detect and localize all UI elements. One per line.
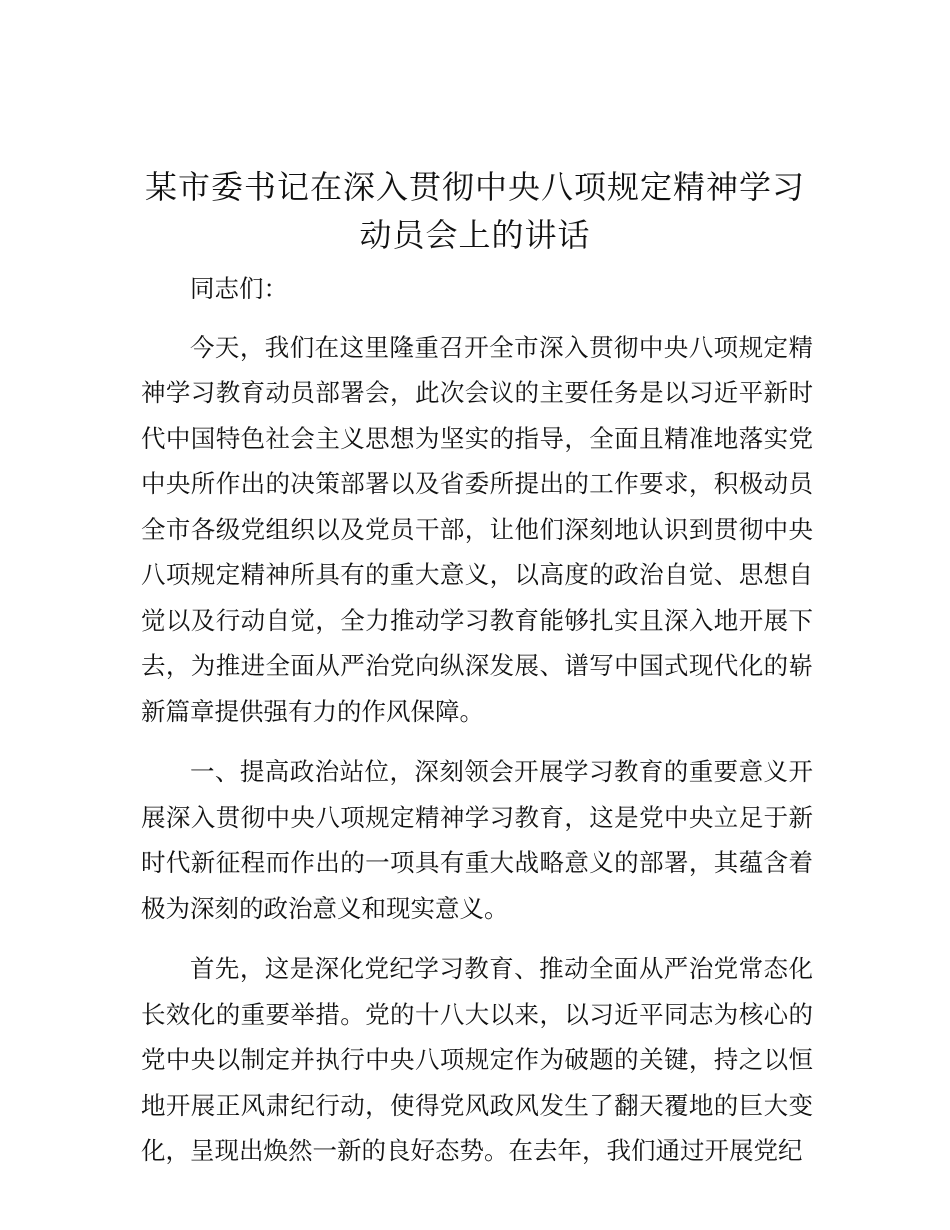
document-title: [140, 163, 810, 259]
title-line-2: 动员会上的讲话: [359, 216, 591, 254]
paragraph-opening: 今天，我们在这里隆重召开全市深入贯彻中央八项规定精神学习教育动员部署会，此次会议的主要任务是以习近平新时代中国特色社会主义思想为坚实的指导，全面且精准地落实党中央所作出的决策部署以及省委所提出的工作要求，积极动员全市各级党组织以及党员干部，让他们深刻地认识到贯彻中央八项规定精神所具有的重大意义，以高度的政治自觉、思想自觉以及行动自觉，全力推动学习教育能够扎实且深入地开展下去，为推进全面从严治党向纵深发展、谱写中国式现代化的崭新篇章提供强有力的作风保障。: [141, 332, 813, 726]
document-body: [141, 266, 813, 1189]
greeting: 同志们：: [190, 274, 288, 303]
title-line-1: 某市委书记在深入贯彻中央八项规定精神学习: [144, 168, 805, 206]
paragraph-section-one: 一、提高政治站位，深刻领会开展学习教育的重要意义开展深入贯彻中央八项规定精神学习教育，这是党中央立足于新时代新征程而作出的一项具有重大战略意义的部署，其蕴含着极为深刻的政治意义和现实意义。: [141, 757, 813, 923]
paragraph-first-point: 首先，这是深化党纪学习教育、推动全面从严治党常态化长效化的重要举措。党的十八大以来，以习近平同志为核心的党中央以制定并执行中央八项规定作为破题的关键，持之以恒地开展正风肃纪行动，使得党风政风发生了翻天覆地的巨大变化，呈现出焕然一新的良好态势。在去年，我们通过开展党纪: [141, 954, 813, 1165]
